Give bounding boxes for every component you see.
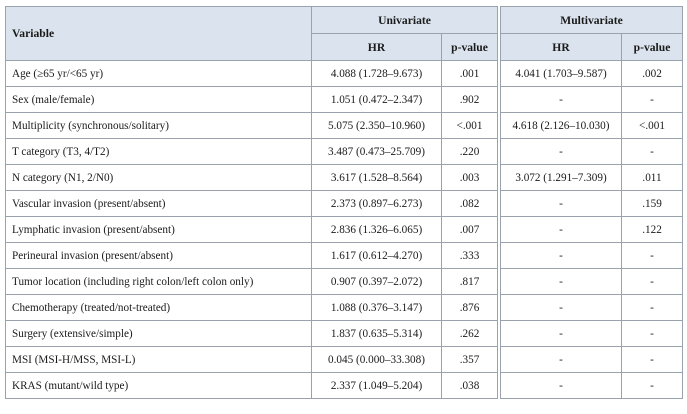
univariate-pvalue-cell: .007 xyxy=(442,217,498,243)
univariate-hr-cell: 5.075 (2.350–10.960) xyxy=(312,113,442,139)
univariate-hr-cell: 1.051 (0.472–2.347) xyxy=(312,87,442,113)
table-row xyxy=(6,87,683,113)
multivariate-pvalue-cell: <.001 xyxy=(622,113,683,139)
multivariate-hr-cell: - xyxy=(501,191,622,217)
multivariate-header: Multivariate xyxy=(501,7,683,34)
multivariate-pvalue-cell: - xyxy=(622,295,683,321)
univariate-pvalue-header: p-value xyxy=(442,34,498,61)
table-row xyxy=(6,113,683,139)
hazard-ratio-table xyxy=(5,6,683,399)
univariate-pvalue-cell: .333 xyxy=(442,243,498,269)
variable-cell: Sex (male/female) xyxy=(6,87,312,113)
univariate-pvalue-cell: .817 xyxy=(442,269,498,295)
multivariate-hr-cell: - xyxy=(501,347,622,373)
table-row xyxy=(6,373,683,399)
univariate-hr-cell: 2.836 (1.326–6.065) xyxy=(312,217,442,243)
multivariate-pvalue-cell: - xyxy=(622,321,683,347)
univariate-hr-cell: 0.045 (0.000–33.308) xyxy=(312,347,442,373)
multivariate-pvalue-cell: .011 xyxy=(622,165,683,191)
univariate-hr-cell: 0.907 (0.397–2.072) xyxy=(312,269,442,295)
table-body xyxy=(6,61,683,399)
table-row xyxy=(6,321,683,347)
table-row xyxy=(6,61,683,87)
multivariate-hr-cell: 4.618 (2.126–10.030) xyxy=(501,113,622,139)
variable-cell: MSI (MSI-H/MSS, MSI-L) xyxy=(6,347,312,373)
variable-cell: Multiplicity (synchronous/solitary) xyxy=(6,113,312,139)
table-row xyxy=(6,295,683,321)
univariate-header: Univariate xyxy=(312,7,498,34)
multivariate-pvalue-cell: - xyxy=(622,243,683,269)
table-row xyxy=(6,243,683,269)
variable-cell: Surgery (extensive/simple) xyxy=(6,321,312,347)
multivariate-hr-cell: - xyxy=(501,87,622,113)
multivariate-hr-cell: - xyxy=(501,321,622,347)
multivariate-hr-cell: - xyxy=(501,243,622,269)
variable-cell: Tumor location (including right colon/left colon only) xyxy=(6,269,312,295)
variable-cell: T category (T3, 4/T2) xyxy=(6,139,312,165)
univariate-pvalue-cell: .038 xyxy=(442,373,498,399)
univariate-hr-cell: 2.337 (1.049–5.204) xyxy=(312,373,442,399)
multivariate-hr-cell: 4.041 (1.703–9.587) xyxy=(501,61,622,87)
univariate-hr-cell: 4.088 (1.728–9.673) xyxy=(312,61,442,87)
multivariate-pvalue-cell: - xyxy=(622,373,683,399)
variable-cell: KRAS (mutant/wild type) xyxy=(6,373,312,399)
variable-cell: Perineural invasion (present/absent) xyxy=(6,243,312,269)
univariate-pvalue-cell: .001 xyxy=(442,61,498,87)
multivariate-hr-cell: 3.072 (1.291–7.309) xyxy=(501,165,622,191)
multivariate-pvalue-cell: - xyxy=(622,139,683,165)
multivariate-hr-cell: - xyxy=(501,269,622,295)
multivariate-pvalue-header: p-value xyxy=(622,34,683,61)
table-row xyxy=(6,191,683,217)
univariate-pvalue-cell: .357 xyxy=(442,347,498,373)
univariate-hr-header: HR xyxy=(312,34,442,61)
univariate-pvalue-cell: .902 xyxy=(442,87,498,113)
multivariate-pvalue-cell: - xyxy=(622,347,683,373)
variable-header: Variable xyxy=(6,7,312,61)
multivariate-pvalue-cell: .159 xyxy=(622,191,683,217)
multivariate-hr-cell: - xyxy=(501,217,622,243)
variable-cell: Age (≥65 yr/<65 yr) xyxy=(6,61,312,87)
multivariate-hr-cell: - xyxy=(501,139,622,165)
multivariate-hr-cell: - xyxy=(501,373,622,399)
multivariate-pvalue-cell: - xyxy=(622,269,683,295)
variable-cell: Lymphatic invasion (present/absent) xyxy=(6,217,312,243)
variable-cell: Chemotherapy (treated/not-treated) xyxy=(6,295,312,321)
univariate-hr-cell: 1.617 (0.612–4.270) xyxy=(312,243,442,269)
univariate-hr-cell: 3.487 (0.473–25.709) xyxy=(312,139,442,165)
multivariate-hr-header: HR xyxy=(501,34,622,61)
table-row xyxy=(6,347,683,373)
multivariate-hr-cell: - xyxy=(501,295,622,321)
table-row xyxy=(6,139,683,165)
variable-cell: Vascular invasion (present/absent) xyxy=(6,191,312,217)
univariate-hr-cell: 2.373 (0.897–6.273) xyxy=(312,191,442,217)
univariate-hr-cell: 1.837 (0.635–5.314) xyxy=(312,321,442,347)
table-row xyxy=(6,269,683,295)
header-row-groups xyxy=(6,7,683,34)
univariate-pvalue-cell: .220 xyxy=(442,139,498,165)
univariate-pvalue-cell: .262 xyxy=(442,321,498,347)
univariate-pvalue-cell: .876 xyxy=(442,295,498,321)
univariate-pvalue-cell: <.001 xyxy=(442,113,498,139)
univariate-hr-cell: 3.617 (1.528–8.564) xyxy=(312,165,442,191)
table-row xyxy=(6,165,683,191)
univariate-pvalue-cell: .082 xyxy=(442,191,498,217)
variable-cell: N category (N1, 2/N0) xyxy=(6,165,312,191)
univariate-hr-cell: 1.088 (0.376–3.147) xyxy=(312,295,442,321)
multivariate-pvalue-cell: .122 xyxy=(622,217,683,243)
univariate-pvalue-cell: .003 xyxy=(442,165,498,191)
table-row xyxy=(6,217,683,243)
multivariate-pvalue-cell: .002 xyxy=(622,61,683,87)
multivariate-pvalue-cell: - xyxy=(622,87,683,113)
